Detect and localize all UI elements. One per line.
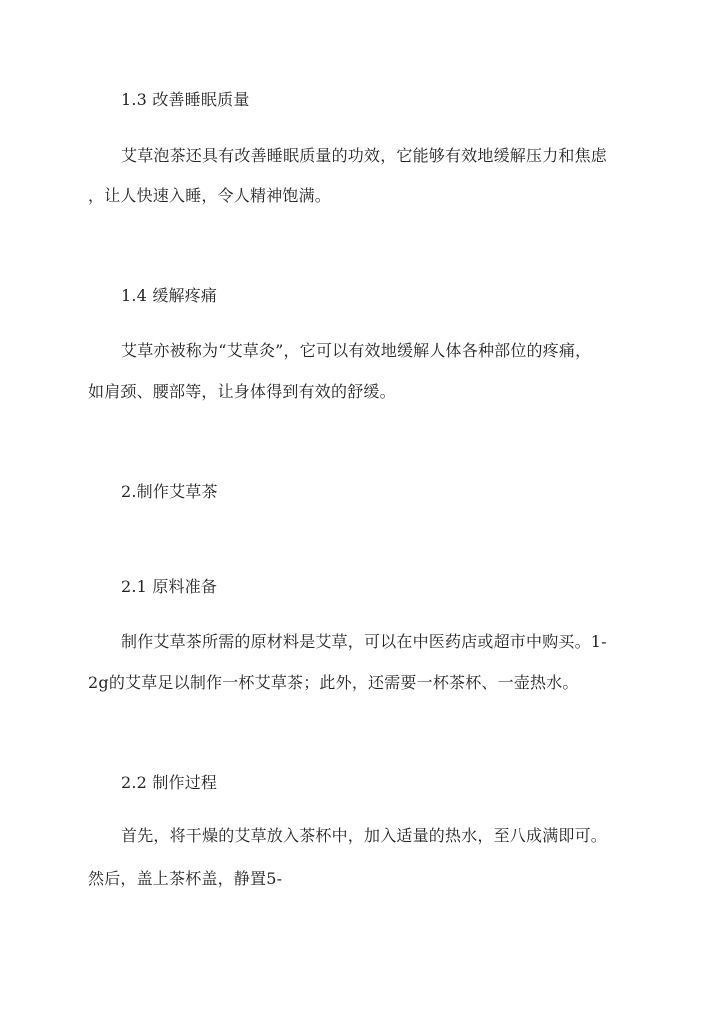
paragraph-line: 2g的艾草足以制作一杯艾草茶；此外，还需要一杯茶杯、一壶热水。 <box>88 673 579 692</box>
section-heading-1-3: 1.3 改善睡眠质量 <box>121 90 250 109</box>
section-heading-2-2: 2.2 制作过程 <box>121 773 218 792</box>
paragraph-line: 制作艾草茶所需的原材料是艾草，可以在中医药店或超市中购买。1- <box>121 632 607 651</box>
paragraph-line: 艾草亦被称为“艾草灸”，它可以有效地缓解人体各种部位的疼痛， <box>121 341 592 360</box>
paragraph-line: 然后，盖上茶杯盖，静置5- <box>88 869 283 888</box>
section-heading-1-4: 1.4 缓解疼痛 <box>121 286 218 305</box>
paragraph-line: 首先，将干燥的艾草放入茶杯中，加入适量的热水，至八成满即可。 <box>121 826 608 845</box>
paragraph-line: ，让人快速入睡，令人精神饱满。 <box>88 186 332 205</box>
paragraph-line: 如肩颈、腰部等，让身体得到有效的舒缓。 <box>88 382 396 401</box>
section-heading-2-1: 2.1 原料准备 <box>121 577 218 596</box>
paragraph-line: 艾草泡茶还具有改善睡眠质量的功效，它能够有效地缓解压力和焦虑 <box>121 146 608 165</box>
section-heading-2: 2.制作艾草茶 <box>121 482 218 501</box>
